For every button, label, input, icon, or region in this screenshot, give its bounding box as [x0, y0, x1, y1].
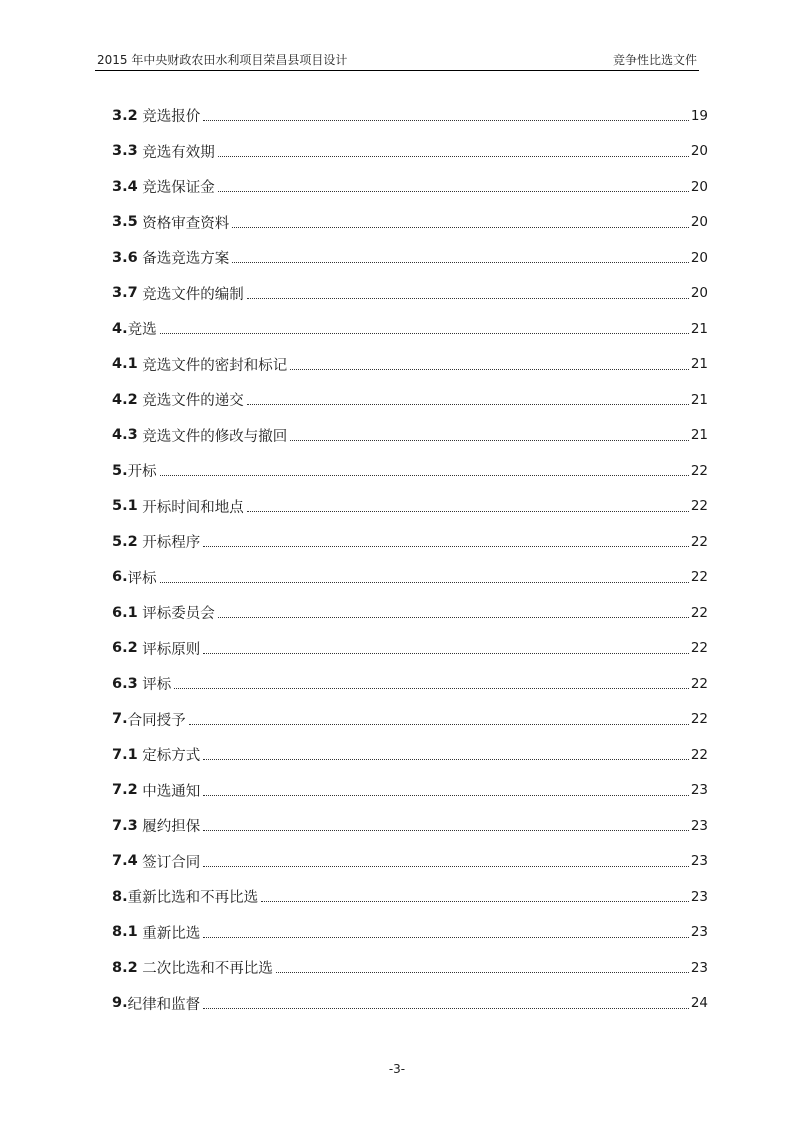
- toc-dot-leader: [203, 830, 689, 831]
- toc-dot-leader: [232, 227, 689, 228]
- toc-dot-leader: [160, 475, 689, 476]
- toc-entry-number: 3.2: [112, 107, 138, 124]
- running-header: [95, 48, 699, 71]
- toc-dot-leader: [189, 724, 689, 725]
- toc-entry[interactable]: [112, 98, 708, 134]
- toc-dot-leader: [261, 901, 689, 902]
- toc-entry[interactable]: [112, 205, 708, 241]
- toc-entry-number: 8.: [112, 888, 128, 905]
- toc-dot-leader: [160, 333, 689, 334]
- toc-entry-number: 3.4: [112, 178, 138, 195]
- toc-entry[interactable]: [112, 524, 708, 560]
- toc-entry-title: 竞选有效期: [137, 144, 215, 161]
- toc-dot-leader: [203, 759, 689, 760]
- toc-entry-title: 二次比选和不再比选: [137, 961, 273, 978]
- toc-entry-page: 22: [690, 711, 708, 728]
- toc-entry[interactable]: [112, 418, 708, 454]
- toc-entry-title: 重新比选: [137, 925, 201, 942]
- toc-dot-leader: [218, 156, 689, 157]
- toc-entry-number: 4.2: [112, 391, 138, 408]
- toc-entry[interactable]: [112, 879, 708, 915]
- toc-entry[interactable]: [112, 240, 708, 276]
- header-document-type: 竞争性比选文件: [612, 53, 697, 67]
- toc-entry[interactable]: [112, 169, 708, 205]
- toc-dot-leader: [247, 511, 689, 512]
- toc-dot-leader: [203, 795, 689, 796]
- toc-entry[interactable]: [112, 844, 708, 880]
- toc-entry-title: 评标委员会: [137, 606, 215, 623]
- toc-entry-title: 备选竞选方案: [137, 251, 230, 268]
- toc-entry-title: 竞选文件的修改与撤回: [137, 428, 288, 445]
- toc-entry-title: 开标时间和地点: [137, 499, 244, 516]
- toc-entry-page: 20: [690, 285, 708, 302]
- toc-entry-number: 7.2: [112, 782, 138, 799]
- toc-entry[interactable]: [112, 631, 708, 667]
- toc-entry-title: 竞选文件的编制: [137, 286, 244, 303]
- toc-entry-page: 22: [690, 533, 708, 550]
- toc-entry-page: 21: [690, 391, 708, 408]
- page-number: -3-: [388, 1062, 406, 1076]
- toc-dot-leader: [247, 298, 689, 299]
- toc-entry-page: 23: [690, 817, 708, 834]
- toc-entry-number: 7.1: [112, 746, 138, 763]
- toc-entry-title: 评标: [127, 570, 157, 587]
- toc-entry[interactable]: [112, 347, 708, 383]
- toc-entry-page: 22: [690, 675, 708, 692]
- toc-entry-page: 22: [690, 640, 708, 657]
- toc-entry-page: 22: [690, 498, 708, 515]
- toc-dot-leader: [218, 191, 689, 192]
- toc-entry-number: 3.3: [112, 143, 138, 160]
- toc-entry-title: 定标方式: [137, 748, 201, 765]
- toc-entry-page: 21: [690, 320, 708, 337]
- toc-entry-title: 签订合同: [137, 854, 201, 871]
- toc-entry[interactable]: [112, 134, 708, 170]
- toc-entry-page: 23: [690, 924, 708, 941]
- toc-entry-number: 9.: [112, 995, 128, 1012]
- toc-entry-page: 22: [690, 462, 708, 479]
- toc-entry-title: 合同授予: [127, 712, 186, 729]
- toc-entry-number: 6.: [112, 569, 128, 586]
- toc-entry-title: 资格审查资料: [137, 215, 230, 232]
- toc-entry-title: 竞选文件的密封和标记: [137, 357, 288, 374]
- toc-entry-title: 评标原则: [137, 641, 201, 658]
- toc-dot-leader: [290, 440, 689, 441]
- toc-entry-number: 3.6: [112, 249, 138, 266]
- toc-entry-number: 5.2: [112, 533, 138, 550]
- toc-dot-leader: [290, 369, 689, 370]
- toc-dot-leader: [203, 866, 689, 867]
- toc-entry-number: 5.: [112, 462, 128, 479]
- toc-entry-number: 4.1: [112, 356, 138, 373]
- toc-entry[interactable]: [112, 986, 708, 1022]
- toc-entry-title: 重新比选和不再比选: [127, 890, 259, 907]
- toc-entry-title: 竞选保证金: [137, 180, 215, 197]
- toc-entry-title: 开标: [127, 464, 157, 481]
- toc-entry-number: 3.7: [112, 285, 138, 302]
- toc-entry-page: 21: [690, 356, 708, 373]
- toc-entry-page: 22: [690, 746, 708, 763]
- toc-entry-number: 6.2: [112, 640, 138, 657]
- toc-entry-title: 纪律和监督: [127, 996, 201, 1013]
- toc-dot-leader: [203, 937, 689, 938]
- toc-entry-title: 开标程序: [137, 535, 201, 552]
- toc-entry[interactable]: [112, 276, 708, 312]
- toc-entry[interactable]: [112, 453, 708, 489]
- toc-entry-page: 20: [690, 249, 708, 266]
- toc-entry[interactable]: [112, 666, 708, 702]
- toc-dot-leader: [203, 653, 689, 654]
- toc-entry-page: 23: [690, 782, 708, 799]
- toc-entry-number: 7.3: [112, 817, 138, 834]
- toc-entry-page: 24: [690, 995, 708, 1012]
- toc-entry[interactable]: [112, 489, 708, 525]
- toc-entry-number: 6.1: [112, 604, 138, 621]
- toc-entry-page: 23: [690, 959, 708, 976]
- toc-dot-leader: [218, 617, 689, 618]
- toc-entry-number: 6.3: [112, 675, 138, 692]
- toc-entry-page: 22: [690, 569, 708, 586]
- toc-entry-page: 21: [690, 427, 708, 444]
- toc-entry-page: 23: [690, 853, 708, 870]
- toc-dot-leader: [174, 688, 689, 689]
- toc-dot-leader: [247, 404, 689, 405]
- toc-entry[interactable]: [112, 808, 708, 844]
- toc-entry-number: 8.1: [112, 924, 138, 941]
- toc-entry[interactable]: [112, 595, 708, 631]
- toc-entry-number: 4.: [112, 320, 128, 337]
- toc-entry-title: 履约担保: [137, 819, 201, 836]
- toc-dot-leader: [203, 546, 689, 547]
- toc-dot-leader: [276, 972, 689, 973]
- toc-entry[interactable]: [112, 560, 708, 596]
- toc-entry[interactable]: [112, 950, 708, 986]
- toc-entry-number: 5.1: [112, 498, 138, 515]
- toc-entry-title: 中选通知: [137, 783, 201, 800]
- toc-dot-leader: [203, 120, 689, 121]
- toc-entry-page: 23: [690, 888, 708, 905]
- header-project-title: 2015 年中央财政农田水利项目荣昌县项目设计: [97, 53, 348, 67]
- toc-dot-leader: [203, 1008, 689, 1009]
- table-of-contents: [112, 98, 708, 1021]
- toc-dot-leader: [160, 582, 689, 583]
- toc-entry[interactable]: [112, 915, 708, 951]
- toc-entry[interactable]: [112, 702, 708, 738]
- toc-entry-number: 8.2: [112, 959, 138, 976]
- toc-entry-page: 19: [690, 107, 708, 124]
- toc-entry-title: 竞选文件的递交: [137, 393, 244, 410]
- toc-entry-title: 竞选: [127, 322, 157, 339]
- toc-dot-leader: [232, 262, 689, 263]
- toc-entry-number: 7.: [112, 711, 128, 728]
- toc-entry[interactable]: [112, 382, 708, 418]
- toc-entry-number: 3.5: [112, 214, 138, 231]
- toc-entry[interactable]: [112, 311, 708, 347]
- toc-entry-number: 7.4: [112, 853, 138, 870]
- toc-entry-page: 20: [690, 214, 708, 231]
- toc-entry-page: 22: [690, 604, 708, 621]
- toc-entry-number: 4.3: [112, 427, 138, 444]
- toc-entry[interactable]: [112, 737, 708, 773]
- toc-entry-title: 评标: [137, 677, 172, 694]
- toc-entry-page: 20: [690, 178, 708, 195]
- toc-entry-title: 竞选报价: [137, 109, 201, 126]
- toc-entry-page: 20: [690, 143, 708, 160]
- toc-entry[interactable]: [112, 773, 708, 809]
